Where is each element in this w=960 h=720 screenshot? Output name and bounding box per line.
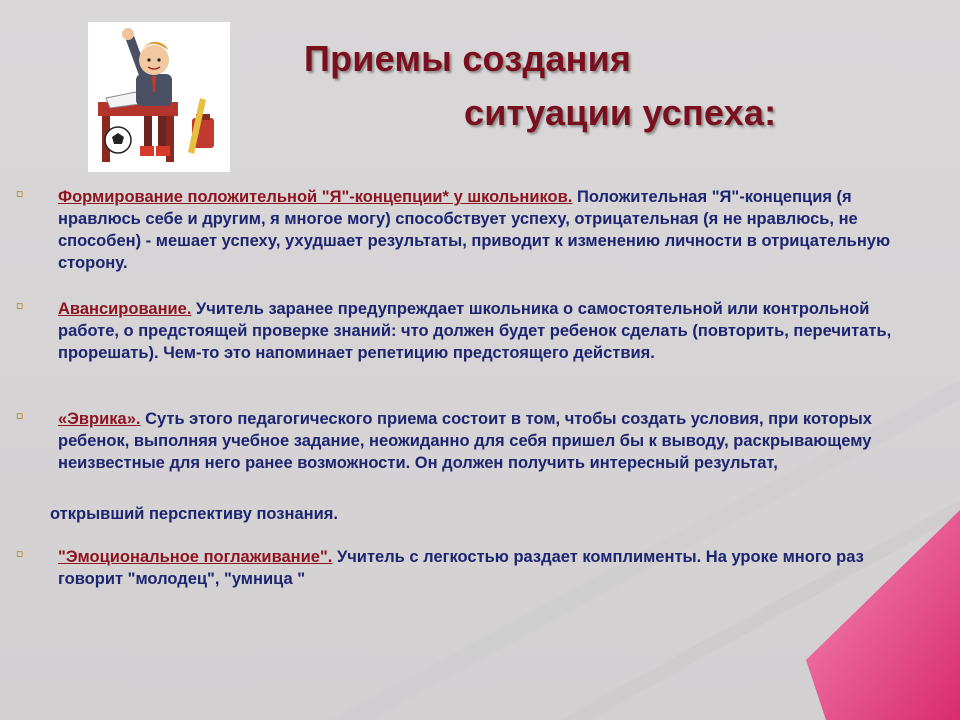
bullet-continuation: открывший перспективу познания. — [50, 505, 338, 523]
bullet-marker-icon: ⸋ — [16, 410, 24, 428]
page-title-line-2: ситуации успеха: — [464, 92, 777, 133]
bullet-marker-icon: ⸋ — [16, 300, 24, 318]
bullet-marker-icon: ⸋ — [16, 188, 24, 206]
bullet-text — [58, 408, 896, 474]
bullet-description: Положительная "Я"-концепция (я нравлюсь себе и другим, я многое могу) способствует успеху, отрицательная (я не нравлюсь, не способен) - мешает успеху, ухудшает результаты, приводит к изменению личности в отрицательную сторону. — [58, 188, 891, 272]
bullet-term: Авансирование. — [58, 300, 192, 318]
bullet-text — [58, 186, 896, 274]
bullet-item — [16, 298, 896, 364]
bullet-description: Учитель с легкостью раздает комплименты. На уроке много раз говорит "молодец", "умница " — [58, 548, 864, 588]
page-title-line-1: Приемы создания — [304, 38, 632, 79]
bullet-item — [16, 546, 896, 590]
bullet-text — [58, 546, 896, 590]
bullet-term: Формирование положительной "Я"-концепции* у школьников. — [58, 188, 573, 206]
bullet-description: Суть этого педагогического приема состоит в том, чтобы создать условия, при которых ребенок, выполняя учебное задание, неожиданно для себя пришел бы к выводу, раскрывающему неизвестные для него ранее возможности. Он должен получить интересный результат, — [58, 410, 872, 472]
bullet-description: Учитель заранее предупреждает школьника о самостоятельной или контрольной работе, о предстоящей проверке знаний: что должен будет ребенок сделать (повторить, перечитать, прорешать). Чем-то это напоминает репетицию предстоящего действия. — [58, 300, 892, 362]
bullet-marker-icon: ⸋ — [16, 548, 24, 566]
bullet-term: «Эврика». — [58, 410, 141, 428]
bullet-item — [16, 408, 896, 474]
bullet-text — [58, 298, 896, 364]
pink-corner-decoration — [800, 510, 960, 720]
schoolboy-illustration — [88, 22, 230, 172]
bullet-item — [16, 186, 896, 274]
schoolboy-at-desk-icon — [88, 22, 230, 172]
bullet-term: "Эмоциональное поглаживание". — [58, 548, 333, 566]
